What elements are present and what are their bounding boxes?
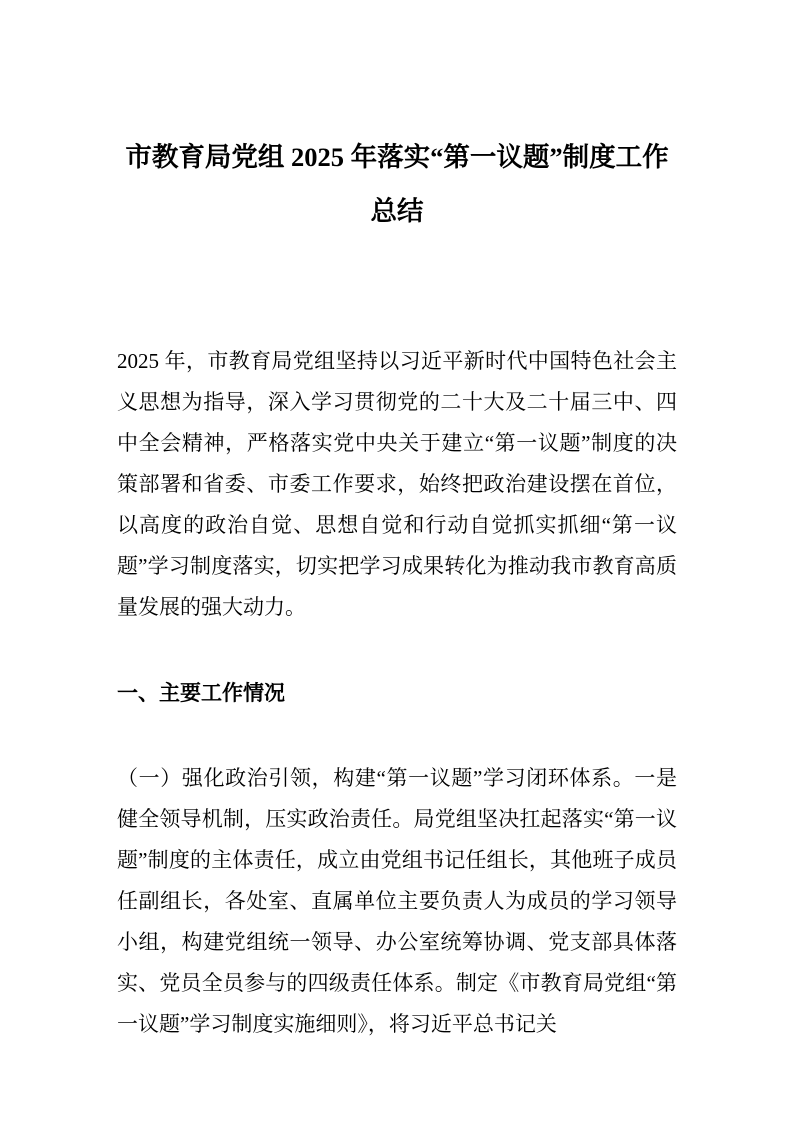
document-title: 市教育局党组 2025 年落实“第一议题”制度工作总结 — [125, 141, 669, 226]
section-heading: 一、主要工作情况 — [117, 680, 285, 705]
intro-paragraph: 2025 年，市教育局党组坚持以习近平新时代中国特色社会主义思想为指导，深入学习贯彻党的二十大及二十届三中、四中全会精神，严格落实党中央关于建立“第一议题”制度的决策部署和省委、市委工作要求，始终把政治建设摆在首位，以高度的政治自觉、思想自觉和行动自觉抓实抓细“第一议题”学习制度落实，切实把学习成果转化为推动我市教育高质量发展的强大动力。 — [117, 348, 677, 619]
section-paragraph: （一）强化政治引领，构建“第一议题”学习闭环体系。一是健全领导机制，压实政治责任。局党组坚决扛起落实“第一议题”制度的主体责任，成立由党组书记任组长，其他班子成员任副组长，各处室、直属单位主要负责人为成员的学习领导小组，构建党组统一领导、办公室统筹协调、党支部具体落实、党员全员参与的四级责任体系。制定《市教育局党组“第一议题”学习制度实施细则》，将习近平总书记关 — [117, 765, 677, 1036]
